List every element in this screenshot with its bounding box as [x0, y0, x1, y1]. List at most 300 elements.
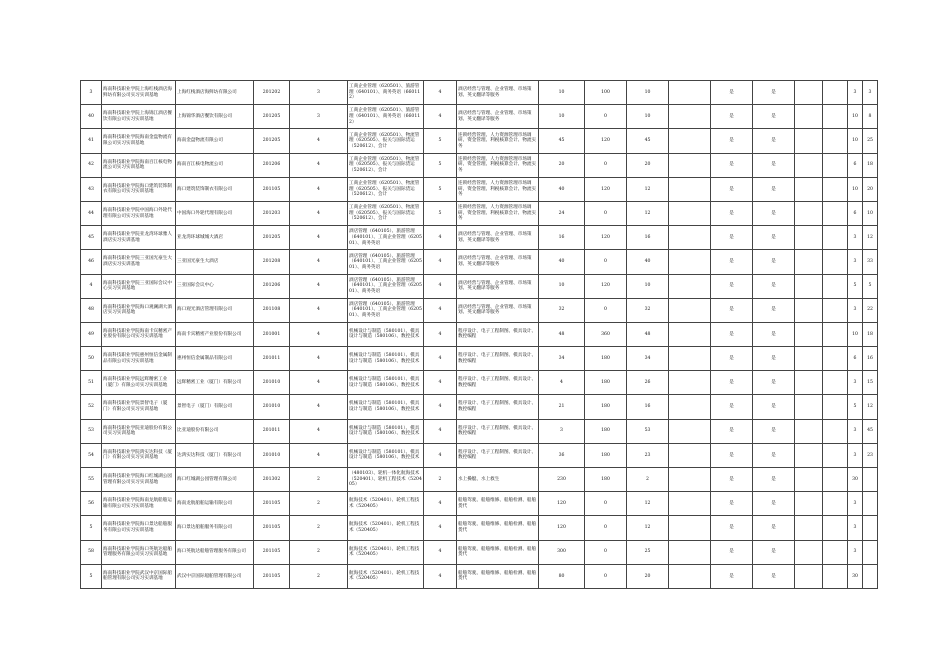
days-cell: 0 — [585, 105, 627, 129]
training-content-cell: 连锁经营管理、人力资源管理市场调研、资金管理、利税核算会计、物流实务 — [457, 177, 539, 201]
majors-cell: （480103）、轮机一体化航海技术（520401）、轮机工程技术（520405） — [348, 468, 424, 492]
interns-cell: 32 — [627, 298, 669, 322]
count-cell: 4 — [424, 492, 457, 516]
blank-cell — [795, 129, 823, 153]
count-cell: 4 — [424, 516, 457, 540]
company-name-cell: 海口红城湖公园管理有限公司 — [176, 468, 254, 492]
blank-cell — [795, 274, 823, 298]
start-date-cell: 201105 — [254, 492, 290, 516]
blank-cell — [795, 298, 823, 322]
blank-cell — [669, 153, 711, 177]
blank-cell — [823, 516, 848, 540]
count-cell: 4 — [424, 250, 457, 274]
blank-cell — [795, 153, 823, 177]
flag-b-cell: 是 — [753, 395, 795, 419]
flag-a-cell: 是 — [711, 371, 753, 395]
students-cell: 40 — [539, 250, 585, 274]
row-number-cell: 46 — [81, 250, 102, 274]
blank-cell — [823, 371, 848, 395]
blank-cell — [823, 81, 848, 105]
staff-b-cell: 33 — [863, 250, 878, 274]
flag-a-cell: 是 — [711, 201, 753, 225]
row-number-cell: 5 — [81, 564, 102, 588]
staff-a-cell: 10 — [848, 105, 863, 129]
base-name-cell: 海南科技职业学院海口英航达船舶管理服务有限公司实习实训基地 — [102, 540, 176, 564]
start-date-cell: 201001 — [254, 322, 290, 346]
flag-a-cell: 是 — [711, 226, 753, 250]
flag-b-cell: 是 — [753, 250, 795, 274]
base-name-cell: 海南科技职业学院三亚国光豪生大酒店实习实训基地 — [102, 250, 176, 274]
base-name-cell: 海南科技职业学院海口红城湖公园管理有限公司实习实训基地 — [102, 468, 176, 492]
blank-cell — [795, 226, 823, 250]
table-row — [81, 347, 878, 371]
training-content-cell: 酒店经营与管理、企业管理、市场策划、英文翻译等服务 — [457, 105, 539, 129]
blank-cell — [795, 468, 823, 492]
base-name-cell: 海南科技职业学院海口景达船舶服务有限公司实习实训基地 — [102, 516, 176, 540]
count-cell: 5 — [424, 201, 457, 225]
flag-a-cell: 是 — [711, 347, 753, 371]
days-cell: 120 — [585, 129, 627, 153]
majors-cell: 工商企业管理（620501）、物流管理（620505）、报关与国际货运（520612）、会计 — [348, 177, 424, 201]
training-content-cell: 程序设计、电子工程制图、模具设计、数控编程 — [457, 371, 539, 395]
staff-b-cell — [863, 540, 878, 564]
row-number-cell: 42 — [81, 153, 102, 177]
years-cell: 2 — [290, 468, 348, 492]
majors-cell: 工商企业管理（620501）、旅游管理（640101）、商务英语（660112） — [348, 81, 424, 105]
blank-cell — [823, 105, 848, 129]
years-cell: 2 — [290, 540, 348, 564]
company-name-cell: 景智电子（厦门）有限公司 — [176, 395, 254, 419]
training-content-cell: 船舶驾驶、船舶维修、船舶检测、船舶货代 — [457, 492, 539, 516]
blank-cell — [795, 177, 823, 201]
blank-cell — [823, 298, 848, 322]
students-cell: 4 — [539, 371, 585, 395]
years-cell: 3 — [290, 105, 348, 129]
company-name-cell: 海口建筑装饰制衣有限公司 — [176, 177, 254, 201]
company-name-cell: 海口观光酒店管理有限公司 — [176, 298, 254, 322]
interns-cell: 16 — [627, 226, 669, 250]
majors-cell: 酒店管理（640105）、旅游管理（640101）、工商企业管理（620501）、商务英语 — [348, 226, 424, 250]
flag-b-cell: 是 — [753, 468, 795, 492]
students-cell: 36 — [539, 443, 585, 467]
staff-a-cell: 3 — [848, 371, 863, 395]
staff-b-cell — [863, 468, 878, 492]
staff-b-cell: 20 — [863, 177, 878, 201]
start-date-cell: 201202 — [254, 81, 290, 105]
start-date-cell: 201208 — [254, 250, 290, 274]
count-cell: 4 — [424, 274, 457, 298]
days-cell: 0 — [585, 516, 627, 540]
row-number-cell: 56 — [81, 492, 102, 516]
years-cell: 4 — [290, 153, 348, 177]
staff-b-cell: 5 — [863, 274, 878, 298]
blank-cell — [823, 226, 848, 250]
students-cell: 80 — [539, 564, 585, 588]
days-cell: 120 — [585, 226, 627, 250]
blank-cell — [795, 540, 823, 564]
table-row — [81, 564, 878, 588]
row-number-cell: 54 — [81, 443, 102, 467]
start-date-cell: 201105 — [254, 516, 290, 540]
training-content-cell: 连锁经营管理、人力资源管理市场调研、资金管理、利税核算会计、物流实务 — [457, 153, 539, 177]
blank-cell — [795, 492, 823, 516]
staff-a-cell: 6 — [848, 347, 863, 371]
training-content-cell: 船舶驾驶、船舶维修、船舶检测、船舶货代 — [457, 516, 539, 540]
row-number-cell: 51 — [81, 371, 102, 395]
training-content-cell: 程序设计、电子工程制图、模具设计、数控编程 — [457, 322, 539, 346]
start-date-cell: 201205 — [254, 105, 290, 129]
staff-a-cell: 3 — [848, 226, 863, 250]
staff-a-cell: 10 — [848, 322, 863, 346]
staff-a-cell: 30 — [848, 564, 863, 588]
years-cell: 4 — [290, 274, 348, 298]
blank-cell — [795, 516, 823, 540]
blank-cell — [795, 347, 823, 371]
students-cell: 32 — [539, 298, 585, 322]
training-content-cell: 船舶驾驶、船舶维修、船舶检测、船舶货代 — [457, 540, 539, 564]
blank-cell — [823, 322, 848, 346]
start-date-cell: 201010 — [254, 443, 290, 467]
start-date-cell: 201105 — [254, 177, 290, 201]
majors-cell: 工商企业管理（620501）、物流管理（620505）、报关与国际货运（520612）、会计 — [348, 153, 424, 177]
majors-cell: 机械设计与制造（580101）、模具设计与制造（580106）、数控技术 — [348, 419, 424, 443]
students-cell: 10 — [539, 105, 585, 129]
table-row — [81, 226, 878, 250]
count-cell: 5 — [424, 153, 457, 177]
base-name-cell: 海南科技职业学院亚龙湾环球雅人酒店实习实训基地 — [102, 226, 176, 250]
years-cell: 2 — [290, 516, 348, 540]
days-cell: 0 — [585, 540, 627, 564]
majors-cell: 机械设计与制造（580101）、模具设计与制造（580106）、数控技术 — [348, 371, 424, 395]
table-row — [81, 516, 878, 540]
training-content-cell: 酒店经营与管理、企业管理、市场策划、英文翻译等服务 — [457, 250, 539, 274]
base-name-cell: 海南科技职业学院鸿实达科技（厦门）有限公司实习实训基地 — [102, 443, 176, 467]
start-date-cell: 201302 — [254, 468, 290, 492]
start-date-cell: 201011 — [254, 419, 290, 443]
base-name-cell: 海南科技职业学院海南金盘物流有限公司实习实训基地 — [102, 129, 176, 153]
company-name-cell: 海口景达船舶服务有限公司 — [176, 516, 254, 540]
flag-b-cell: 是 — [753, 226, 795, 250]
years-cell: 4 — [290, 250, 348, 274]
staff-b-cell: 25 — [863, 129, 878, 153]
interns-cell: 12 — [627, 177, 669, 201]
flag-b-cell: 是 — [753, 274, 795, 298]
count-cell: 5 — [424, 129, 457, 153]
days-cell: 100 — [585, 81, 627, 105]
company-name-cell: 三亚国际会议中心 — [176, 274, 254, 298]
staff-b-cell: 3 — [863, 81, 878, 105]
students-cell: 300 — [539, 540, 585, 564]
students-cell: 120 — [539, 492, 585, 516]
blank-cell — [823, 177, 848, 201]
days-cell: 0 — [585, 201, 627, 225]
base-name-cell: 海南科技职业学院海南卡宾精密产业股份有限公司实习实训基地 — [102, 322, 176, 346]
flag-a-cell: 是 — [711, 129, 753, 153]
years-cell: 4 — [290, 298, 348, 322]
table-row — [81, 298, 878, 322]
staff-a-cell: 3 — [848, 298, 863, 322]
blank-cell — [669, 419, 711, 443]
table-row — [81, 371, 878, 395]
row-number-cell: 4 — [81, 274, 102, 298]
training-content-cell: 酒店经营与管理、企业管理、市场策划、英文翻译等服务 — [457, 81, 539, 105]
row-number-cell: 49 — [81, 322, 102, 346]
table-row — [81, 81, 878, 105]
blank-cell — [823, 419, 848, 443]
staff-b-cell: 16 — [863, 347, 878, 371]
blank-cell — [669, 443, 711, 467]
days-cell: 180 — [585, 468, 627, 492]
company-name-cell: 海南龙航船舶运输有限公司 — [176, 492, 254, 516]
years-cell: 4 — [290, 371, 348, 395]
years-cell: 4 — [290, 443, 348, 467]
flag-a-cell: 是 — [711, 274, 753, 298]
majors-cell: 工商企业管理（620501）、物流管理（620505）、报关与国际货运（520612）、会计 — [348, 201, 424, 225]
interns-cell: 16 — [627, 395, 669, 419]
flag-b-cell: 是 — [753, 129, 795, 153]
staff-a-cell: 3 — [848, 250, 863, 274]
row-number-cell: 43 — [81, 177, 102, 201]
blank-cell — [669, 177, 711, 201]
row-number-cell: 55 — [81, 468, 102, 492]
students-cell: 34 — [539, 347, 585, 371]
row-number-cell: 45 — [81, 226, 102, 250]
majors-cell: 酒店管理（640105）、旅游管理（640101）、工商企业管理（620501）、商务英语 — [348, 250, 424, 274]
table-row — [81, 443, 878, 467]
flag-b-cell: 是 — [753, 347, 795, 371]
base-name-cell: 海南科技职业学院亚迪股份有限公司实习实训基地 — [102, 419, 176, 443]
majors-cell: 工商企业管理（620501）、物流管理（620505）、报关与国际货运（520612）、会计 — [348, 129, 424, 153]
blank-cell — [823, 129, 848, 153]
blank-cell — [823, 492, 848, 516]
blank-cell — [669, 564, 711, 588]
flag-a-cell: 是 — [711, 443, 753, 467]
blank-cell — [823, 395, 848, 419]
count-cell: 4 — [424, 105, 457, 129]
students-cell: 10 — [539, 81, 585, 105]
days-cell: 180 — [585, 371, 627, 395]
blank-cell — [669, 322, 711, 346]
students-cell: 3 — [539, 419, 585, 443]
count-cell: 5 — [424, 177, 457, 201]
days-cell: 180 — [585, 443, 627, 467]
count-cell: 4 — [424, 371, 457, 395]
base-name-cell: 海南科技职业学院武汉中京国际船舶管理有限公司实习实训基地 — [102, 564, 176, 588]
start-date-cell: 201010 — [254, 395, 290, 419]
flag-b-cell: 是 — [753, 298, 795, 322]
company-name-cell: 中国海口外轮代理有限公司 — [176, 201, 254, 225]
staff-a-cell: 3 — [848, 516, 863, 540]
flag-b-cell: 是 — [753, 419, 795, 443]
days-cell: 0 — [585, 250, 627, 274]
blank-cell — [669, 516, 711, 540]
training-content-cell: 水上操艇、水上救生 — [457, 468, 539, 492]
row-number-cell: 41 — [81, 129, 102, 153]
blank-cell — [669, 129, 711, 153]
majors-cell: 机械设计与制造（580101）、模具设计与制造（580106）、数控技术 — [348, 443, 424, 467]
days-cell: 0 — [585, 298, 627, 322]
years-cell: 2 — [290, 492, 348, 516]
company-name-cell: 亚龙湾环球城城大酒店 — [176, 226, 254, 250]
table-row — [81, 468, 878, 492]
blank-cell — [823, 347, 848, 371]
base-name-cell: 海南科技职业学院三亚国际会议中心实习实训基地 — [102, 274, 176, 298]
blank-cell — [669, 540, 711, 564]
majors-cell: 机械设计与制造（580101）、模具设计与制造（580106）、数控技术 — [348, 347, 424, 371]
majors-cell: 工商企业管理（620501）、旅游管理（640101）、商务英语（660112） — [348, 105, 424, 129]
count-cell: 4 — [424, 419, 457, 443]
blank-cell — [669, 395, 711, 419]
flag-a-cell: 是 — [711, 540, 753, 564]
flag-b-cell: 是 — [753, 443, 795, 467]
table-row — [81, 419, 878, 443]
table-row — [81, 395, 878, 419]
base-name-cell: 海南科技职业学院海口观澜湖大酒店实习实训基地 — [102, 298, 176, 322]
count-cell: 4 — [424, 81, 457, 105]
flag-a-cell: 是 — [711, 177, 753, 201]
start-date-cell: 201105 — [254, 564, 290, 588]
flag-a-cell: 是 — [711, 153, 753, 177]
flag-b-cell: 是 — [753, 516, 795, 540]
staff-b-cell: 22 — [863, 298, 878, 322]
staff-b-cell — [863, 492, 878, 516]
blank-cell — [823, 540, 848, 564]
start-date-cell: 201011 — [254, 347, 290, 371]
table-row — [81, 129, 878, 153]
table-row — [81, 540, 878, 564]
flag-b-cell: 是 — [753, 540, 795, 564]
blank-cell — [795, 201, 823, 225]
company-name-cell: 三亚国光豪生大酒店 — [176, 250, 254, 274]
table-row — [81, 274, 878, 298]
base-name-cell: 海南科技职业学院上海锦江酒店餐饮有限公司实习实训基地 — [102, 105, 176, 129]
years-cell: 4 — [290, 395, 348, 419]
blank-cell — [669, 274, 711, 298]
days-cell: 0 — [585, 564, 627, 588]
table-row — [81, 177, 878, 201]
staff-b-cell: 8 — [863, 105, 878, 129]
interns-cell: 20 — [627, 564, 669, 588]
majors-cell: 酒店管理（640105）、旅游管理（640101）、工商企业管理（620501）、商务英语 — [348, 274, 424, 298]
training-content-cell: 船舶驾驶、船舶维修、船舶检测、船舶货代 — [457, 564, 539, 588]
students-cell: 10 — [539, 274, 585, 298]
students-cell: 120 — [539, 516, 585, 540]
flag-b-cell: 是 — [753, 492, 795, 516]
years-cell: 4 — [290, 419, 348, 443]
base-name-cell: 海南科技职业学院景智电子（厦门）有限公司实习实训基地 — [102, 395, 176, 419]
staff-b-cell: 45 — [863, 419, 878, 443]
blank-cell — [823, 443, 848, 467]
blank-cell — [795, 81, 823, 105]
start-date-cell: 201205 — [254, 226, 290, 250]
table-row — [81, 105, 878, 129]
majors-cell: 酒店管理（640105）、旅游管理（640101）、工商企业管理（620501）、商务英语 — [348, 298, 424, 322]
flag-a-cell: 是 — [711, 250, 753, 274]
days-cell: 0 — [585, 492, 627, 516]
students-cell: 21 — [539, 395, 585, 419]
staff-a-cell: 3 — [848, 492, 863, 516]
years-cell: 2 — [290, 564, 348, 588]
staff-b-cell: 18 — [863, 153, 878, 177]
staff-a-cell: 3 — [848, 540, 863, 564]
staff-a-cell: 3 — [848, 443, 863, 467]
staff-b-cell: 12 — [863, 226, 878, 250]
flag-b-cell: 是 — [753, 371, 795, 395]
flag-a-cell: 是 — [711, 322, 753, 346]
staff-a-cell: 6 — [848, 201, 863, 225]
days-cell: 120 — [585, 177, 627, 201]
blank-cell — [795, 250, 823, 274]
blank-cell — [669, 105, 711, 129]
training-content-cell: 酒店经营与管理、企业管理、市场策划、英文翻译等服务 — [457, 226, 539, 250]
interns-cell: 10 — [627, 274, 669, 298]
blank-cell — [669, 201, 711, 225]
interns-cell: 45 — [627, 129, 669, 153]
blank-cell — [795, 322, 823, 346]
staff-a-cell: 3 — [848, 81, 863, 105]
start-date-cell: 201206 — [254, 274, 290, 298]
majors-cell: 航海技术（520401）、轮机工程技术（520405） — [348, 516, 424, 540]
row-number-cell: 52 — [81, 395, 102, 419]
staff-a-cell: 6 — [848, 153, 863, 177]
blank-cell — [795, 395, 823, 419]
students-cell: 45 — [539, 129, 585, 153]
count-cell: 4 — [424, 347, 457, 371]
interns-cell: 20 — [627, 153, 669, 177]
students-cell: 16 — [539, 226, 585, 250]
company-name-cell: 武汉中京国际船舶管理有限公司 — [176, 564, 254, 588]
base-name-cell: 海南科技职业学院惠州恒信金属制品有限公司实习实训基地 — [102, 347, 176, 371]
blank-cell — [823, 274, 848, 298]
blank-cell — [669, 371, 711, 395]
interns-cell: 53 — [627, 419, 669, 443]
flag-b-cell: 是 — [753, 564, 795, 588]
blank-cell — [669, 250, 711, 274]
years-cell: 3 — [290, 81, 348, 105]
flag-b-cell: 是 — [753, 322, 795, 346]
flag-b-cell: 是 — [753, 177, 795, 201]
row-number-cell: 3 — [81, 81, 102, 105]
count-cell: 4 — [424, 540, 457, 564]
table-body — [81, 81, 878, 589]
flag-a-cell: 是 — [711, 105, 753, 129]
flag-a-cell: 是 — [711, 298, 753, 322]
start-date-cell: 201205 — [254, 129, 290, 153]
days-cell: 180 — [585, 419, 627, 443]
flag-a-cell: 是 — [711, 395, 753, 419]
staff-a-cell: 10 — [848, 129, 863, 153]
row-number-cell: 58 — [81, 540, 102, 564]
flag-b-cell: 是 — [753, 201, 795, 225]
blank-cell — [669, 226, 711, 250]
years-cell: 4 — [290, 322, 348, 346]
interns-cell: 12 — [627, 516, 669, 540]
blank-cell — [823, 153, 848, 177]
days-cell: 180 — [585, 395, 627, 419]
years-cell: 4 — [290, 177, 348, 201]
majors-cell: 航海技术（520401）、轮机工程技术（520405） — [348, 564, 424, 588]
base-name-cell: 海南科技职业学院海南龙航船舶运输有限公司实习实训基地 — [102, 492, 176, 516]
interns-cell: 10 — [627, 81, 669, 105]
blank-cell — [669, 81, 711, 105]
interns-cell: 48 — [627, 322, 669, 346]
company-name-cell: 海南金盘物流有限公司 — [176, 129, 254, 153]
company-name-cell: 海南百江核电物流公司 — [176, 153, 254, 177]
row-number-cell: 48 — [81, 298, 102, 322]
staff-b-cell: 15 — [863, 371, 878, 395]
flag-a-cell: 是 — [711, 419, 753, 443]
count-cell: 4 — [424, 298, 457, 322]
